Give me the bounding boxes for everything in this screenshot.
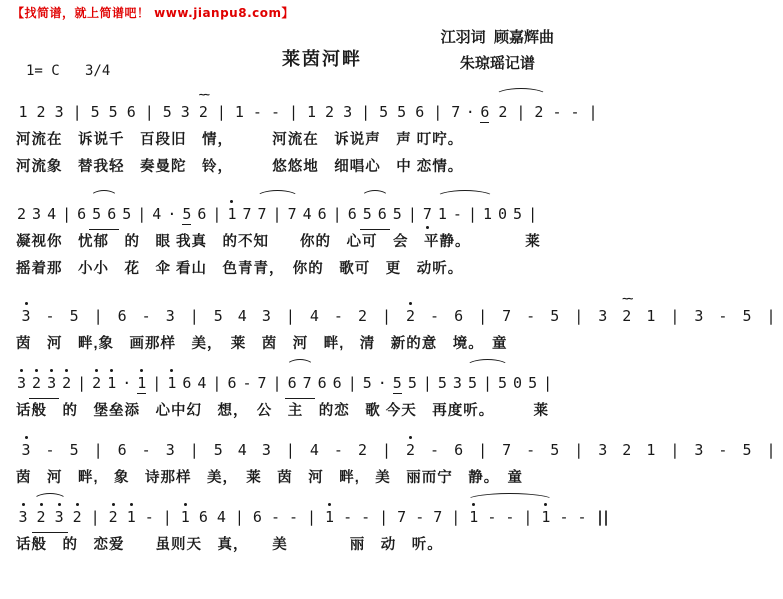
music-system: [12, 291, 776, 358]
site-watermark: 【找简谱，就上简谱吧！ www.jianpu8.com】: [12, 6, 294, 20]
song-title: 莱茵河畔: [282, 49, 362, 69]
credit-transcriber: 朱琼瑶记谱: [459, 55, 535, 72]
music-system: [12, 358, 632, 425]
lyrics-line: 话般 的 恋爱 虽则天 真， 美 丽 动 听。: [16, 537, 443, 553]
music-system: [12, 425, 776, 492]
lyrics-line: 河流象 替我轻 奏曼陀 铃， 悠悠地 细唱心 中 恋情。: [16, 159, 464, 175]
music-system: [12, 87, 632, 181]
notation-line: 3 - 5 | 6 - 3 | 5 4 3 | 4 - 2 | 2 - 6 | 7 - 5 | 3 2 1 | 3 - 5 |: [21, 441, 776, 459]
notation-line: 1 2 3 | 5 5 6 | 5 3 2 ~~ | 1 - - | 1 2 3 | 5 5 6 | 7 · 6 2 | 2 - - |: [12, 87, 632, 127]
lyrics-line: 茵 河 畔, 象 诗那样 美， 莱 茵 河 畔, 美 丽而宁 静。 童: [16, 470, 524, 486]
lyrics-line: 河流在 诉说千 百段旧 情， 河流在 诉说声 声 叮咛。: [16, 132, 464, 148]
lyrics-line: 凝视你 忧郁 的 眼 我真 的不知 你的 心可 会 平静。 莱: [16, 234, 541, 250]
lyrics-line: 摇着那 小小 花 伞 看山 色青青， 你的 歌可 更 动听。: [16, 261, 464, 277]
notation-line: 3 2 3 2 | 2 1 - | 1 6 4 | 6 - - | 1 - - | 7 - 7 | 1 - - | 1 - - ||: [12, 492, 632, 532]
notation-line: 3 2 3 2 | 2 1 · 1 | 1 6 4 | 6 - 7 | 6 7 6 6 | 5 · 5 5 | 5 3 5 | 5 0 5 |: [12, 358, 632, 398]
lyrics-line: 话般 的 堡垒添 心中幻 想， 公 主 的恋 歌 今天 再度听。 莱: [16, 403, 550, 419]
notation-line: 2 3 4 | 6 5 6 5 | 4 · 5 6 | 1 7 7 | 7 4 6 | 6 5 6 5 | 7 1 - | 1 0 5 |: [12, 189, 632, 229]
credit-lyricist-composer: 江羽词 顾嘉辉曲: [440, 29, 554, 46]
credits: [441, 25, 554, 77]
notation-line: 3 - 5 | 6 - 3 | 5 4 3 | 4 - 2 | 2 - 6 | 7 - 5 | 3 2 ~~ 1 | 3 - 5 |: [12, 291, 632, 331]
lyrics-line: 茵 河 畔,象 画那样 美， 莱 茵 河 畔, 清 新的意 境。 童: [16, 336, 508, 352]
header: [12, 23, 632, 87]
key-signature: 1= C 3/4: [26, 63, 111, 79]
music-system: [12, 189, 632, 283]
music-system: [12, 492, 632, 559]
